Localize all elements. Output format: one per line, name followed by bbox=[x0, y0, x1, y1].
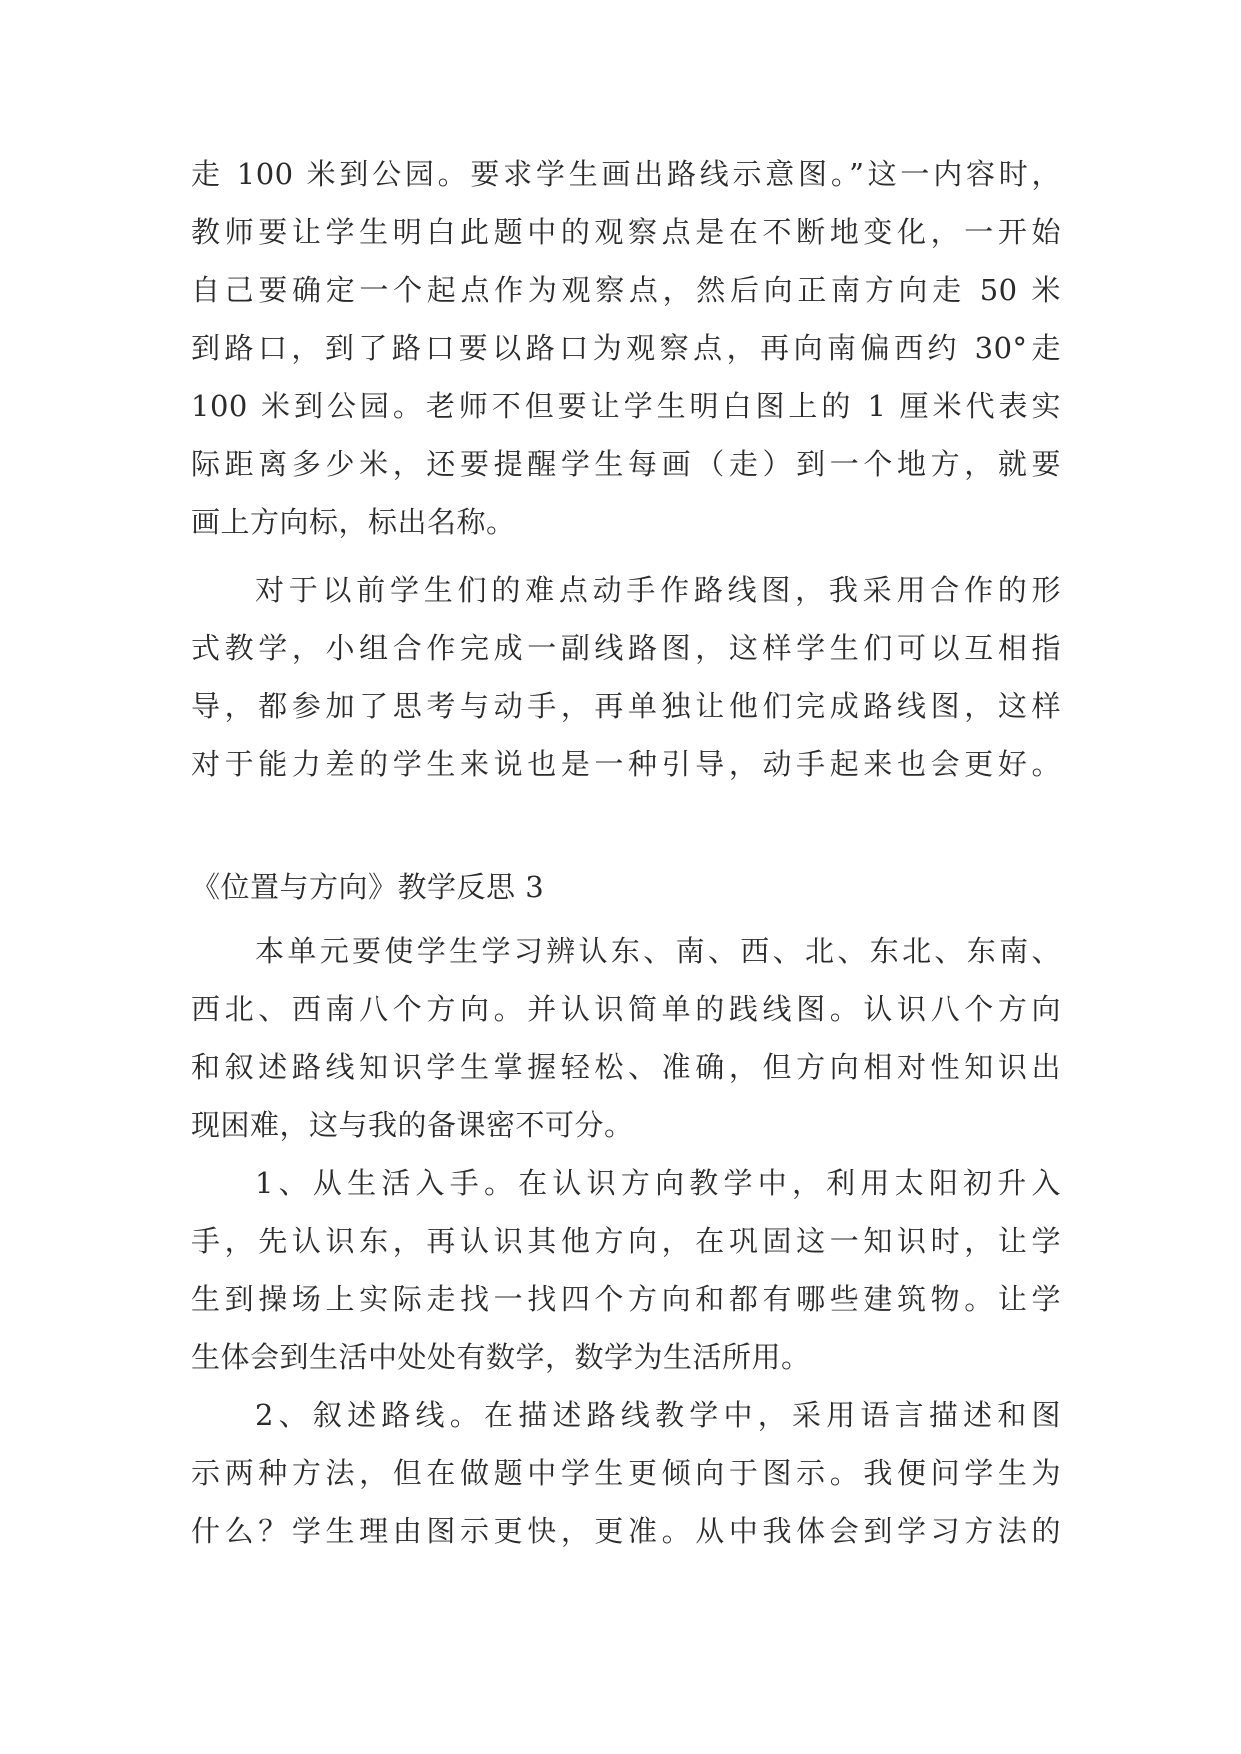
text-line: 生到操场上实际走找一找四个方向和都有哪些建筑物。让学 bbox=[191, 1282, 1061, 1316]
text-line: 自己要确定一个起点作为观察点，然后向正南方向走 50 米 bbox=[191, 273, 1061, 307]
paragraph-point-1 bbox=[191, 1154, 1061, 1386]
text-line: 对于以前学生们的难点动手作路线图，我采用合作的形 bbox=[255, 573, 1061, 607]
text-line: 生体会到生活中处处有数学，数学为生活所用。 bbox=[191, 1340, 811, 1374]
text-line: 走 100 米到公园。要求学生画出路线示意图。”这一内容时， bbox=[191, 157, 1061, 191]
text-line: 到路口，到了路口要以路口为观察点，再向南偏西约 30°走 bbox=[191, 331, 1061, 365]
text-line: 式教学，小组合作完成一副线路图，这样学生们可以互相指 bbox=[191, 631, 1061, 665]
text-line: 2、叙述路线。在描述路线教学中，采用语言描述和图 bbox=[255, 1398, 1061, 1432]
section-heading: 《位置与方向》教学反思 3 bbox=[191, 870, 545, 904]
text-line: 1、从生活入手。在认识方向教学中，利用太阳初升入 bbox=[255, 1166, 1061, 1200]
text-line: 本单元要使学生学习辨认东、南、西、北、东北、东南、 bbox=[255, 934, 1061, 968]
text-line: 100 米到公园。老师不但要让学生明白图上的 1 厘米代表实 bbox=[191, 389, 1061, 423]
paragraph-unit-intro bbox=[191, 922, 1061, 1154]
text-line: 什么？学生理由图示更快，更准。从中我体会到学习方法的 bbox=[191, 1514, 1061, 1548]
text-line: 示两种方法，但在做题中学生更倾向于图示。我便问学生为 bbox=[191, 1456, 1061, 1490]
paragraph-route-continuation bbox=[191, 145, 1061, 551]
text-line: 现困难，这与我的备课密不可分。 bbox=[191, 1108, 634, 1142]
text-line: 西北、西南八个方向。并认识简单的践线图。认识八个方向 bbox=[191, 992, 1061, 1026]
text-line: 手，先认识东，再认识其他方向，在巩固这一知识时，让学 bbox=[191, 1224, 1061, 1258]
text-line: 教师要让学生明白此题中的观察点是在不断地变化，一开始 bbox=[191, 215, 1061, 249]
paragraph-point-2 bbox=[191, 1386, 1061, 1560]
text-line: 画上方向标，标出名称。 bbox=[191, 505, 516, 539]
paragraph-cooperation bbox=[191, 561, 1061, 793]
text-line: 际距离多少米，还要提醒学生每画（走）到一个地方，就要 bbox=[191, 447, 1061, 481]
text-line: 和叙述路线知识学生掌握轻松、准确，但方向相对性知识出 bbox=[191, 1050, 1061, 1084]
text-line: 导，都参加了思考与动手，再单独让他们完成路线图，这样 bbox=[191, 689, 1061, 723]
text-line: 对于能力差的学生来说也是一种引导，动手起来也会更好。 bbox=[191, 747, 1061, 781]
